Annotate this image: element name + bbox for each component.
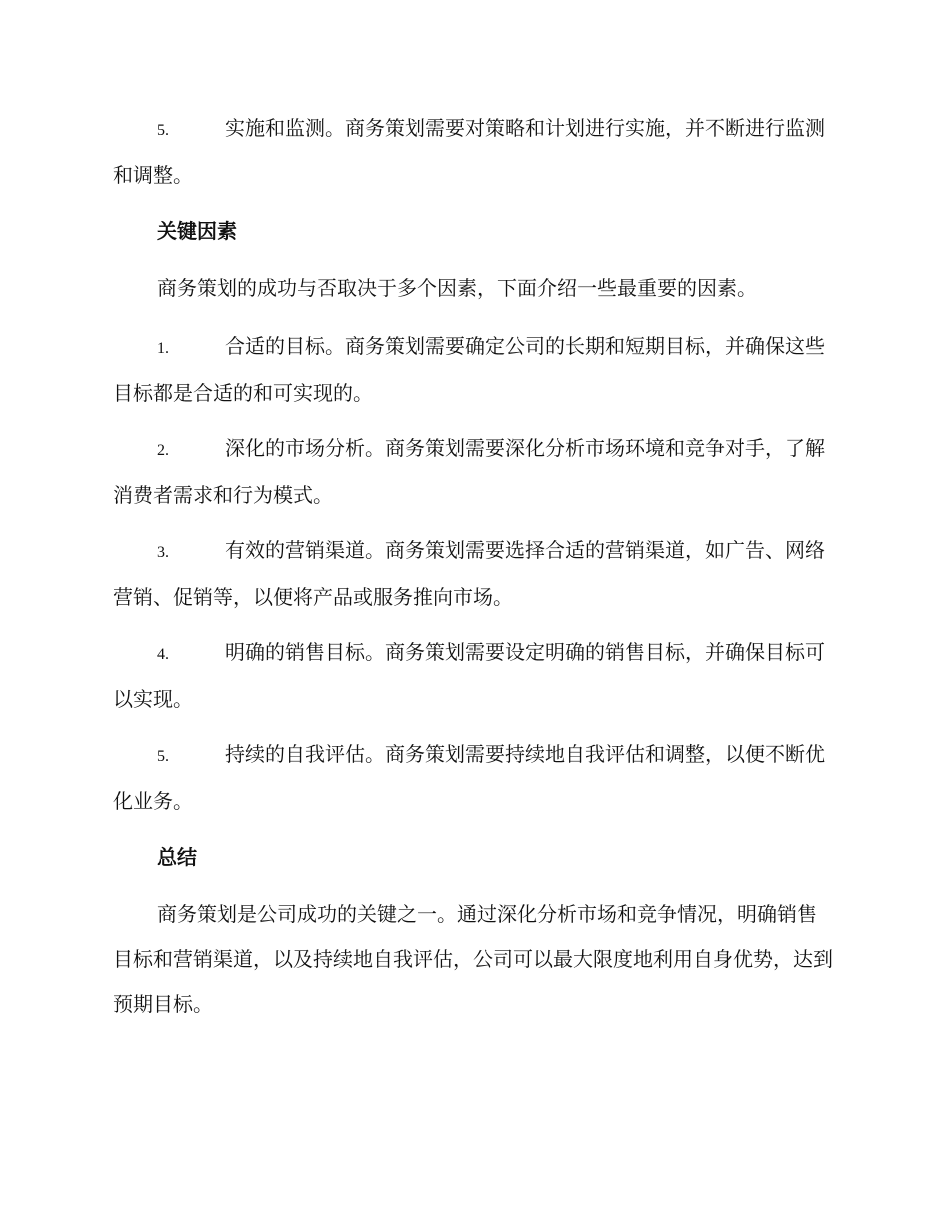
- list-number: 1.: [157, 340, 169, 357]
- list-number: 2.: [157, 442, 169, 459]
- list-number: 5.: [157, 122, 169, 139]
- key-factor-item-2: [113, 426, 835, 518]
- list-item-text: 有效的营销渠道。商务策划需要选择合适的营销渠道，如广告、网络营销、促销等，以便将产品或服务推向市场。: [113, 538, 825, 609]
- key-factor-item-5: [113, 732, 835, 824]
- key-factors-intro: [113, 266, 835, 311]
- paragraph-text: 商务策划的成功与否取决于多个因素，下面介绍一些最重要的因素。: [157, 276, 757, 300]
- list-item-text: 实施和监测。商务策划需要对策略和计划进行实施，并不断进行监测和调整。: [113, 116, 825, 187]
- key-factor-item-4: [113, 630, 835, 722]
- list-item-text: 深化的市场分析。商务策划需要深化分析市场环境和竞争对手，了解消费者需求和行为模式。: [113, 436, 825, 507]
- implementation-list-item: [113, 106, 835, 198]
- list-number: 4.: [157, 646, 169, 663]
- key-factors-heading: 关键因素: [157, 219, 237, 243]
- summary-paragraph: [113, 892, 835, 1027]
- list-item-text: 明确的销售目标。商务策划需要设定明确的销售目标，并确保目标可以实现。: [113, 640, 825, 711]
- key-factor-item-3: [113, 528, 835, 620]
- list-item-text: 持续的自我评估。商务策划需要持续地自我评估和调整，以便不断优化业务。: [113, 742, 825, 813]
- list-number: 3.: [157, 544, 169, 561]
- list-item-text: 合适的目标。商务策划需要确定公司的长期和短期目标，并确保这些目标都是合适的和可实现的。: [113, 334, 825, 405]
- summary-heading: 总结: [157, 845, 197, 869]
- list-number: 5.: [157, 748, 169, 765]
- paragraph-text: 商务策划是公司成功的关键之一。通过深化分析市场和竞争情况，明确销售目标和营销渠道，以及持续地自我评估，公司可以最大限度地利用自身优势，达到预期目标。: [113, 902, 833, 1016]
- key-factor-item-1: [113, 324, 835, 416]
